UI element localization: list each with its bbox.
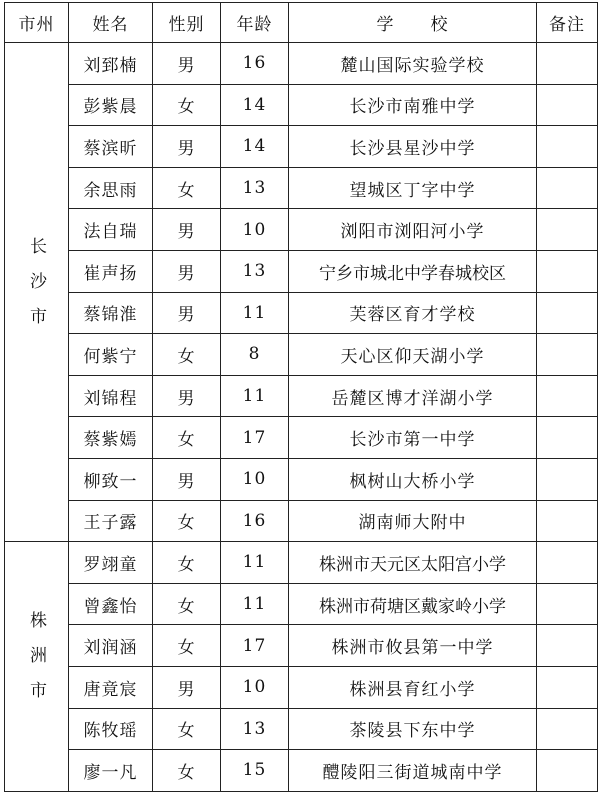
remarks-cell [537,292,598,334]
age-cell: 17 [221,417,289,459]
age-cell: 13 [221,250,289,292]
table-body [5,43,598,792]
remarks-cell [537,625,598,667]
name-cell: 廖一凡 [69,750,153,792]
table-row [5,292,598,334]
age-cell: 11 [221,583,289,625]
name-cell: 刘锦程 [69,375,153,417]
gender-cell: 男 [153,666,221,708]
remarks-cell [537,708,598,750]
city-cell [5,43,69,542]
school-cell: 湖南师大附中 [289,500,537,542]
remarks-cell [537,334,598,376]
table-row [5,666,598,708]
remarks-cell [537,500,598,542]
table-row [5,458,598,500]
gender-cell: 男 [153,375,221,417]
school-cell: 株洲市荷塘区戴家岭小学 [289,583,537,625]
city-label: 长沙市 [26,237,46,343]
gender-cell: 女 [153,625,221,667]
header-school: 学 校 [289,3,537,43]
age-cell: 16 [221,43,289,85]
age-cell: 11 [221,375,289,417]
city-label: 株洲市 [26,611,46,717]
school-cell: 望城区丁字中学 [289,167,537,209]
gender-cell: 女 [153,500,221,542]
name-cell: 蔡锦淮 [69,292,153,334]
header-row [5,3,598,43]
school-cell: 茶陵县下东中学 [289,708,537,750]
name-cell: 崔声扬 [69,250,153,292]
gender-cell: 女 [153,417,221,459]
header-city: 市州 [5,3,69,43]
age-cell: 10 [221,209,289,251]
name-cell: 余思雨 [69,167,153,209]
school-cell: 天心区仰天湖小学 [289,334,537,376]
gender-cell: 男 [153,292,221,334]
name-cell: 法自瑞 [69,209,153,251]
school-cell: 株洲县育红小学 [289,666,537,708]
age-cell: 11 [221,542,289,584]
name-cell: 彭紫晨 [69,84,153,126]
table-row [5,126,598,168]
city-cell [5,542,69,792]
age-cell: 14 [221,126,289,168]
name-cell: 罗翊童 [69,542,153,584]
age-cell: 13 [221,708,289,750]
name-cell: 刘润涵 [69,625,153,667]
remarks-cell [537,126,598,168]
gender-cell: 女 [153,167,221,209]
age-cell: 14 [221,84,289,126]
table-row [5,209,598,251]
name-cell: 王子露 [69,500,153,542]
table-row [5,417,598,459]
school-cell: 浏阳市浏阳河小学 [289,209,537,251]
name-cell: 柳致一 [69,458,153,500]
gender-cell: 男 [153,126,221,168]
school-cell: 长沙市第一中学 [289,417,537,459]
gender-cell: 女 [153,750,221,792]
table-row [5,500,598,542]
remarks-cell [537,750,598,792]
table-row [5,750,598,792]
gender-cell: 男 [153,43,221,85]
remarks-cell [537,43,598,85]
table-row [5,625,598,667]
age-cell: 8 [221,334,289,376]
remarks-cell [537,458,598,500]
name-cell: 唐竟宸 [69,666,153,708]
gender-cell: 男 [153,458,221,500]
remarks-cell [537,209,598,251]
remarks-cell [537,84,598,126]
age-cell: 15 [221,750,289,792]
school-cell: 长沙县星沙中学 [289,126,537,168]
age-cell: 10 [221,458,289,500]
table-row [5,542,598,584]
gender-cell: 女 [153,708,221,750]
student-roster-table [4,2,598,792]
name-cell: 蔡滨昕 [69,126,153,168]
school-cell: 醴陵阳三街道城南中学 [289,750,537,792]
remarks-cell [537,167,598,209]
gender-cell: 女 [153,583,221,625]
header-name: 姓名 [69,3,153,43]
header-age: 年龄 [221,3,289,43]
table-row [5,375,598,417]
gender-cell: 女 [153,542,221,584]
table-row [5,84,598,126]
age-cell: 13 [221,167,289,209]
age-cell: 16 [221,500,289,542]
remarks-cell [537,542,598,584]
name-cell: 蔡紫嫣 [69,417,153,459]
school-cell: 宁乡市城北中学春城校区 [289,250,537,292]
name-cell: 曾鑫怡 [69,583,153,625]
table-row [5,708,598,750]
age-cell: 11 [221,292,289,334]
gender-cell: 女 [153,84,221,126]
remarks-cell [537,250,598,292]
table-row [5,167,598,209]
school-cell: 株洲市天元区太阳宫小学 [289,542,537,584]
remarks-cell [537,417,598,459]
table-row [5,250,598,292]
age-cell: 10 [221,666,289,708]
gender-cell: 男 [153,250,221,292]
age-cell: 17 [221,625,289,667]
name-cell: 陈牧瑶 [69,708,153,750]
school-cell: 岳麓区博才洋湖小学 [289,375,537,417]
table-row [5,334,598,376]
school-cell: 株洲市攸县第一中学 [289,625,537,667]
header-gender: 性别 [153,3,221,43]
school-cell: 麓山国际实验学校 [289,43,537,85]
remarks-cell [537,666,598,708]
remarks-cell [537,583,598,625]
header-remarks: 备注 [537,3,598,43]
gender-cell: 男 [153,209,221,251]
table-row [5,43,598,85]
school-cell: 枫树山大桥小学 [289,458,537,500]
name-cell: 何紫宁 [69,334,153,376]
remarks-cell [537,375,598,417]
gender-cell: 女 [153,334,221,376]
school-cell: 芙蓉区育才学校 [289,292,537,334]
table-row [5,583,598,625]
school-cell: 长沙市南雅中学 [289,84,537,126]
name-cell: 刘郅楠 [69,43,153,85]
